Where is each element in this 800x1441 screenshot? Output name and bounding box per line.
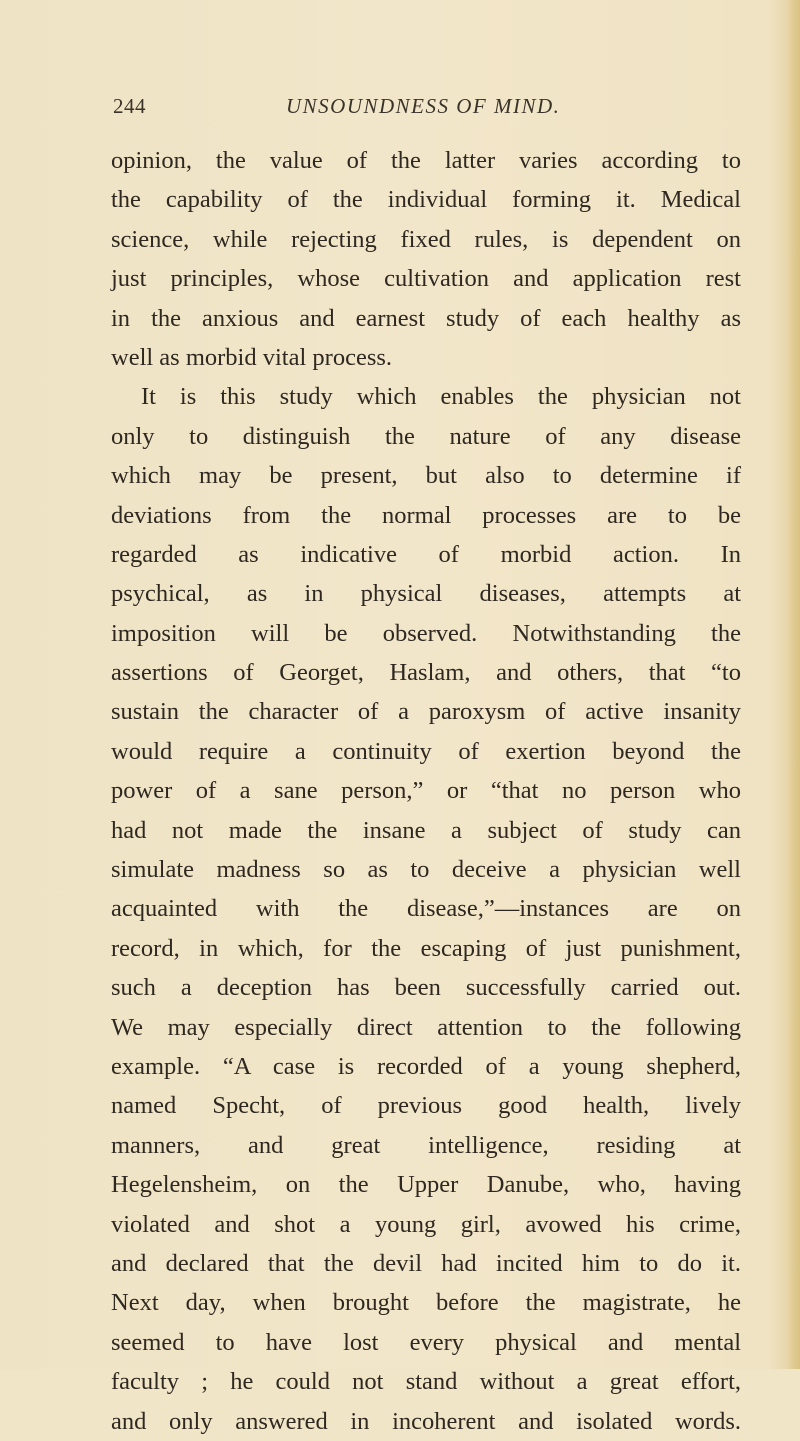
text-line: science, while rejecting fixed rules, is dependent on (111, 225, 741, 253)
text-line: and only answered in incoherent and isolated words. (111, 1407, 741, 1435)
text-line: opinion, the value of the latter varies according to (111, 147, 741, 174)
text-line: acquainted with the disease,”—instances are on (111, 895, 741, 923)
text-line: example. “A case is recorded of a young shepherd, (111, 1052, 741, 1080)
text-line: well as morbid vital process. (111, 343, 393, 371)
text-line: would require a continuity of exertion beyond the (111, 737, 741, 765)
text-line: named Specht, of previous good health, lively (111, 1092, 741, 1120)
text-line: regarded as indicative of morbid action. In (111, 540, 741, 568)
running-title: UNSOUNDNESS OF MIND. (286, 94, 561, 118)
page-edge (786, 0, 800, 1369)
text-line: had not made the insane a subject of study can (111, 816, 741, 844)
text-line: just principles, whose cultivation and application rest (111, 265, 741, 293)
text-line: record, in which, for the escaping of just punishment, (111, 934, 741, 962)
text-line: imposition will be observed. Notwithstanding the (111, 619, 741, 647)
text-line: We may especially direct attention to the following (111, 1013, 741, 1041)
text-line: sustain the character of a paroxysm of active insanity (111, 698, 741, 726)
text-line: faculty ; he could not stand without a great effort, (111, 1368, 741, 1396)
text-line: Hegelensheim, on the Upper Danube, who, having (111, 1171, 741, 1199)
body-text (111, 141, 741, 1441)
text-line: manners, and great intelligence, residing at (111, 1131, 741, 1159)
text-line: Next day, when brought before the magistrate, he (111, 1289, 741, 1317)
page-number: 244 (113, 94, 146, 118)
text-line: in the anxious and earnest study of each healthy as (111, 304, 741, 332)
text-line: seemed to have lost every physical and mental (111, 1328, 741, 1356)
text-line: violated and shot a young girl, avowed his crime, (111, 1210, 741, 1238)
text-line: which may be present, but also to determine if (111, 462, 741, 490)
text-line: It is this study which enables the physician not (141, 383, 741, 411)
text-line: such a deception has been successfully carried out. (111, 974, 741, 1002)
text-line: the capability of the individual forming it. Medical (111, 186, 741, 214)
text-line: and declared that the devil had incited him to do it. (111, 1249, 741, 1277)
text-line: deviations from the normal processes are to be (111, 501, 741, 529)
text-line: simulate madness so as to deceive a physician well (111, 856, 741, 884)
text-line: psychical, as in physical diseases, attempts at (111, 580, 741, 608)
text-line: assertions of Georget, Haslam, and others, that “to (111, 659, 741, 687)
text-line: power of a sane person,” or “that no person who (111, 777, 741, 805)
running-head (0, 94, 800, 124)
text-line: only to distinguish the nature of any disease (111, 422, 741, 450)
